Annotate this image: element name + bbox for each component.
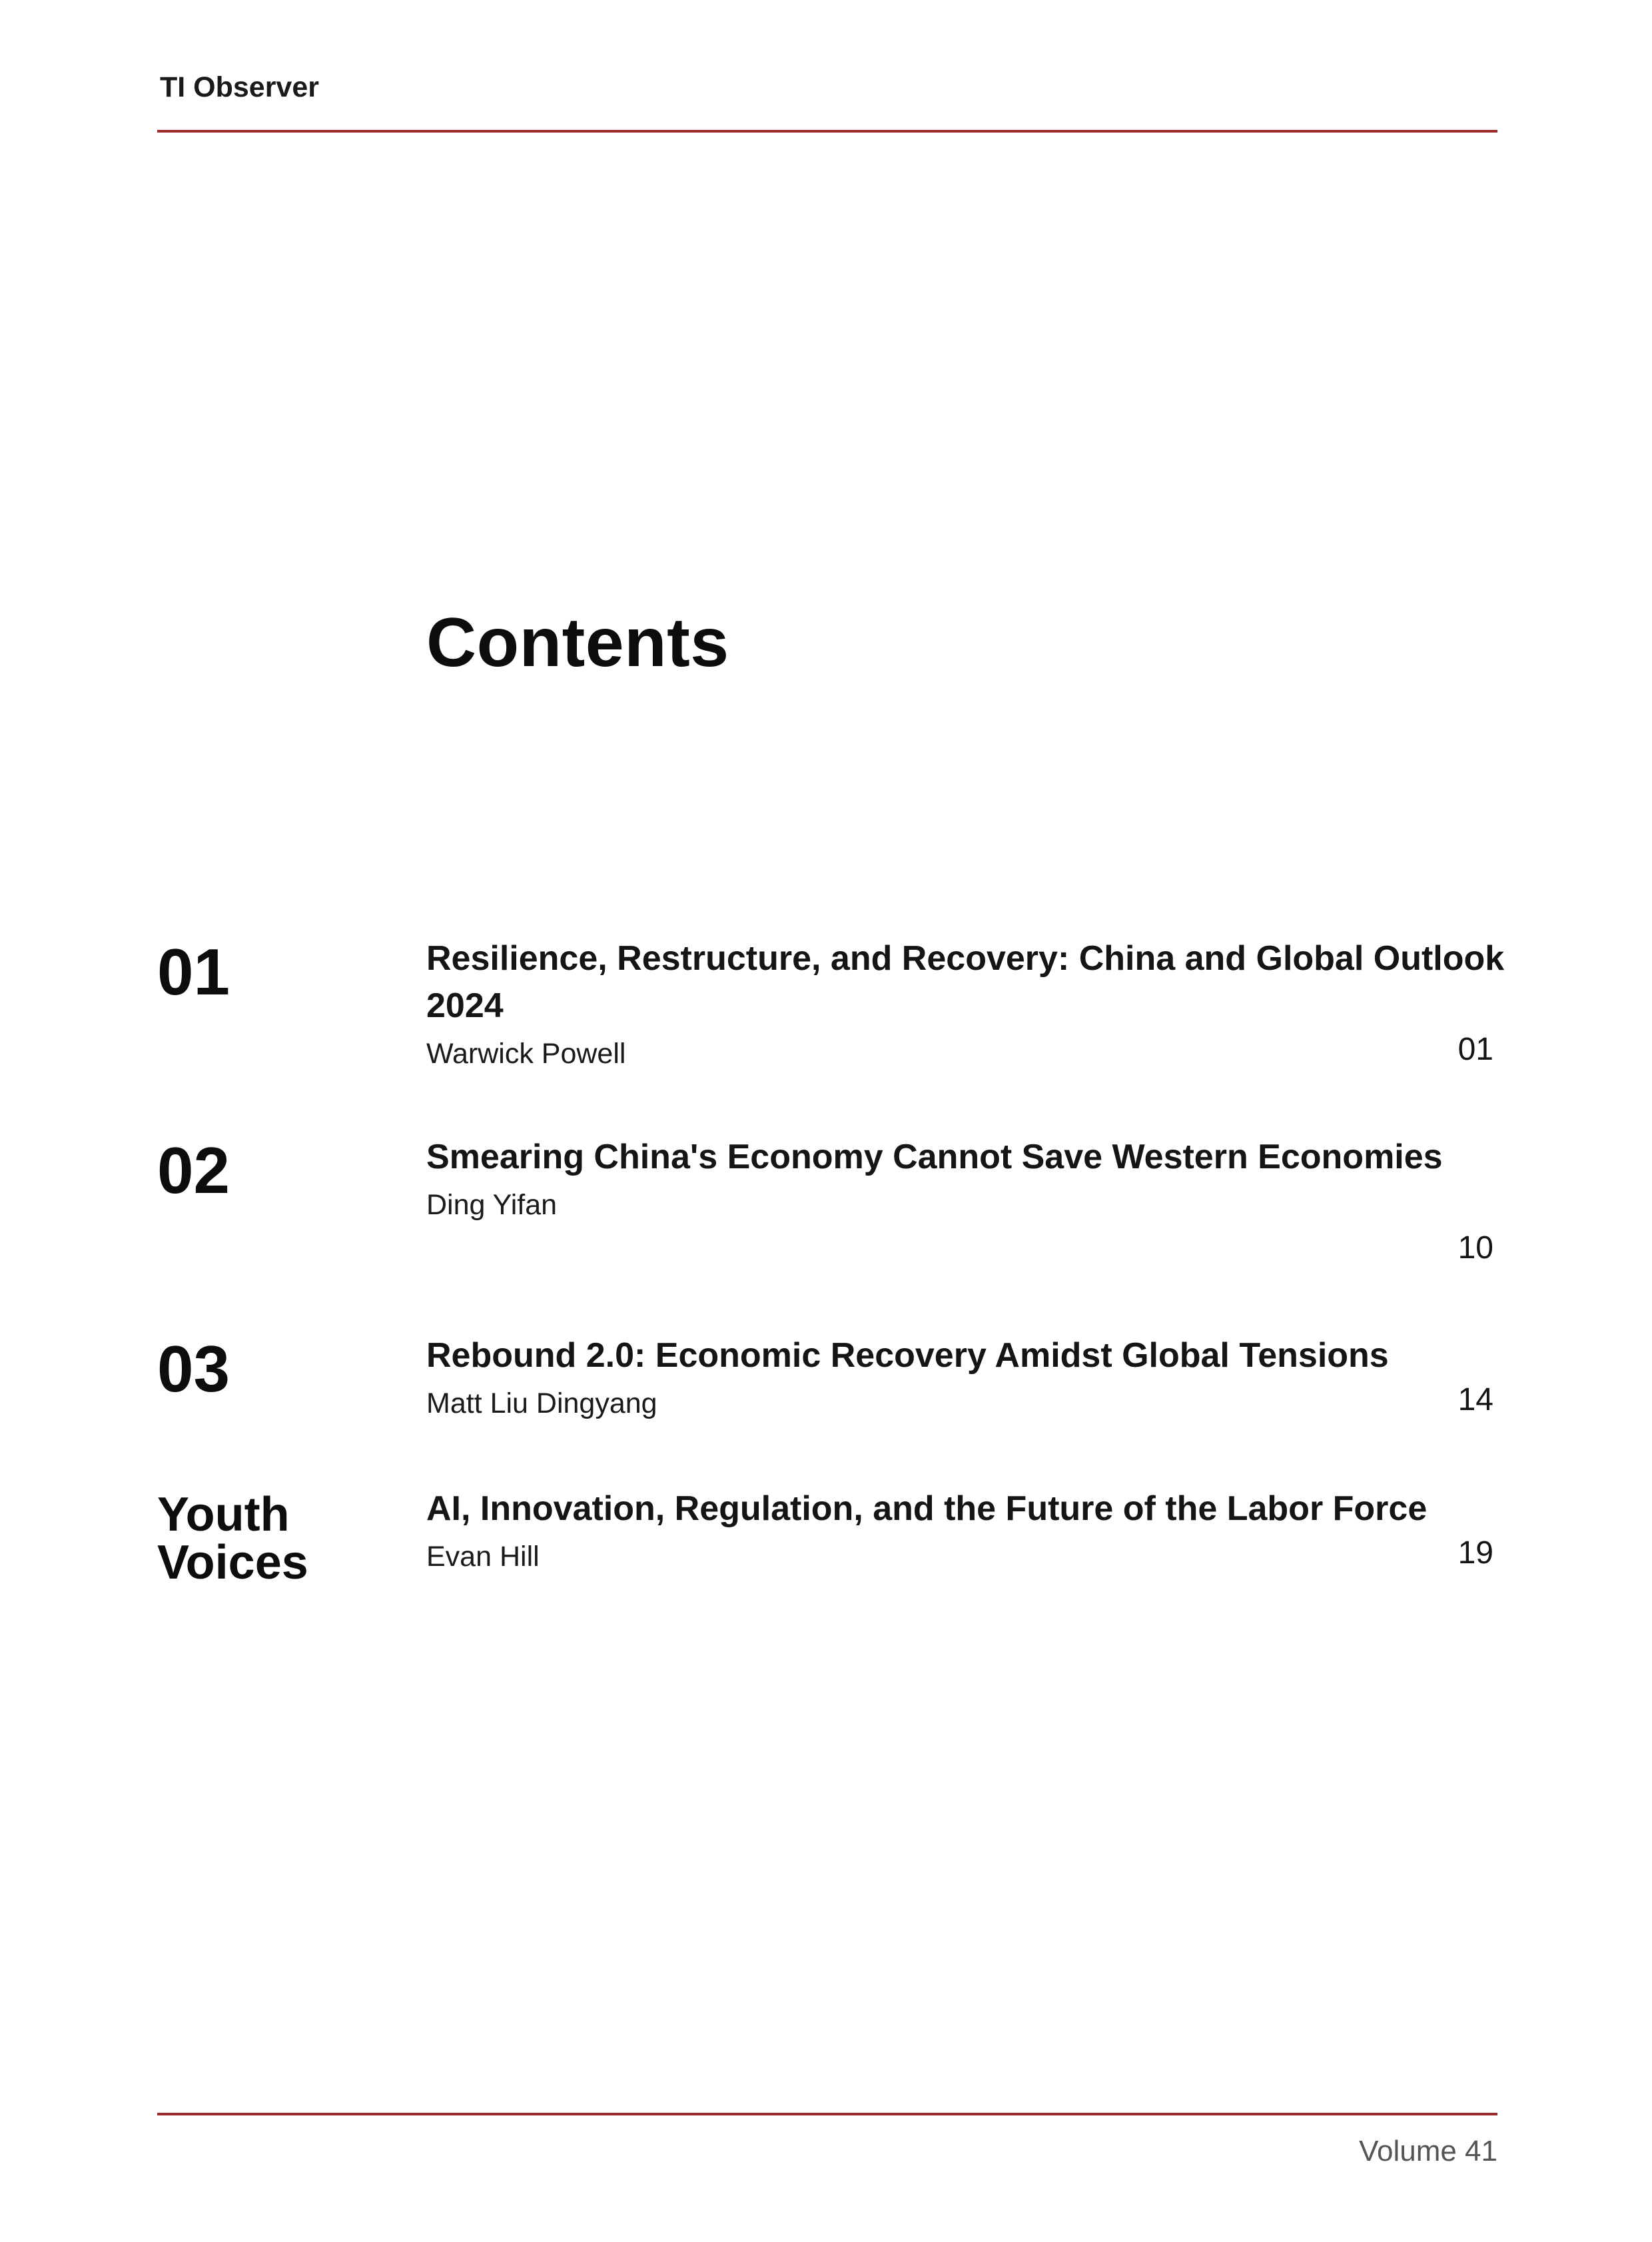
entry-title[interactable]: AI, Innovation, Regulation, and the Future of the Labor Force [426, 1489, 1428, 1528]
entry-section-label: Youth Voices [157, 1488, 308, 1589]
entry-title[interactable]: Resilience, Restructure, and Recovery: China and Global Outlook 2024 [426, 939, 1505, 1025]
entry-author: Evan Hill [426, 1541, 540, 1573]
entry-title[interactable]: Smearing China's Economy Cannot Save Western Economies [426, 1138, 1443, 1176]
entry-body [426, 1485, 1532, 1577]
footer-volume: Volume 41 [1359, 2135, 1497, 2167]
entry-title[interactable]: Rebound 2.0: Economic Recovery Amidst Global Tensions [426, 1336, 1389, 1375]
entry-author: Ding Yifan [426, 1189, 558, 1221]
entry-number: 01 [157, 935, 230, 1008]
page-header-title: TI Observer [160, 71, 319, 103]
header-divider [157, 130, 1497, 133]
entry-body [426, 1332, 1532, 1423]
footer-divider [157, 2113, 1497, 2115]
entry-author: Matt Liu Dingyang [426, 1387, 657, 1419]
entry-body [426, 935, 1532, 1074]
entry-number: 02 [157, 1134, 230, 1207]
entry-page-number: 14 [1457, 1382, 1493, 1417]
contents-heading: Contents [426, 604, 729, 681]
toc-entry-3[interactable] [157, 1332, 1497, 1425]
entry-number: 03 [157, 1332, 230, 1405]
entry-page-number: 01 [1457, 1032, 1493, 1067]
toc-entry-4[interactable] [157, 1485, 1497, 1589]
toc-entry-2[interactable] [157, 1134, 1497, 1274]
entry-page-number: 19 [1457, 1535, 1493, 1571]
entry-body [426, 1134, 1532, 1225]
entry-author: Warwick Powell [426, 1038, 626, 1070]
entry-page-number: 10 [1457, 1230, 1493, 1266]
toc-entry-1[interactable] [157, 935, 1505, 1075]
